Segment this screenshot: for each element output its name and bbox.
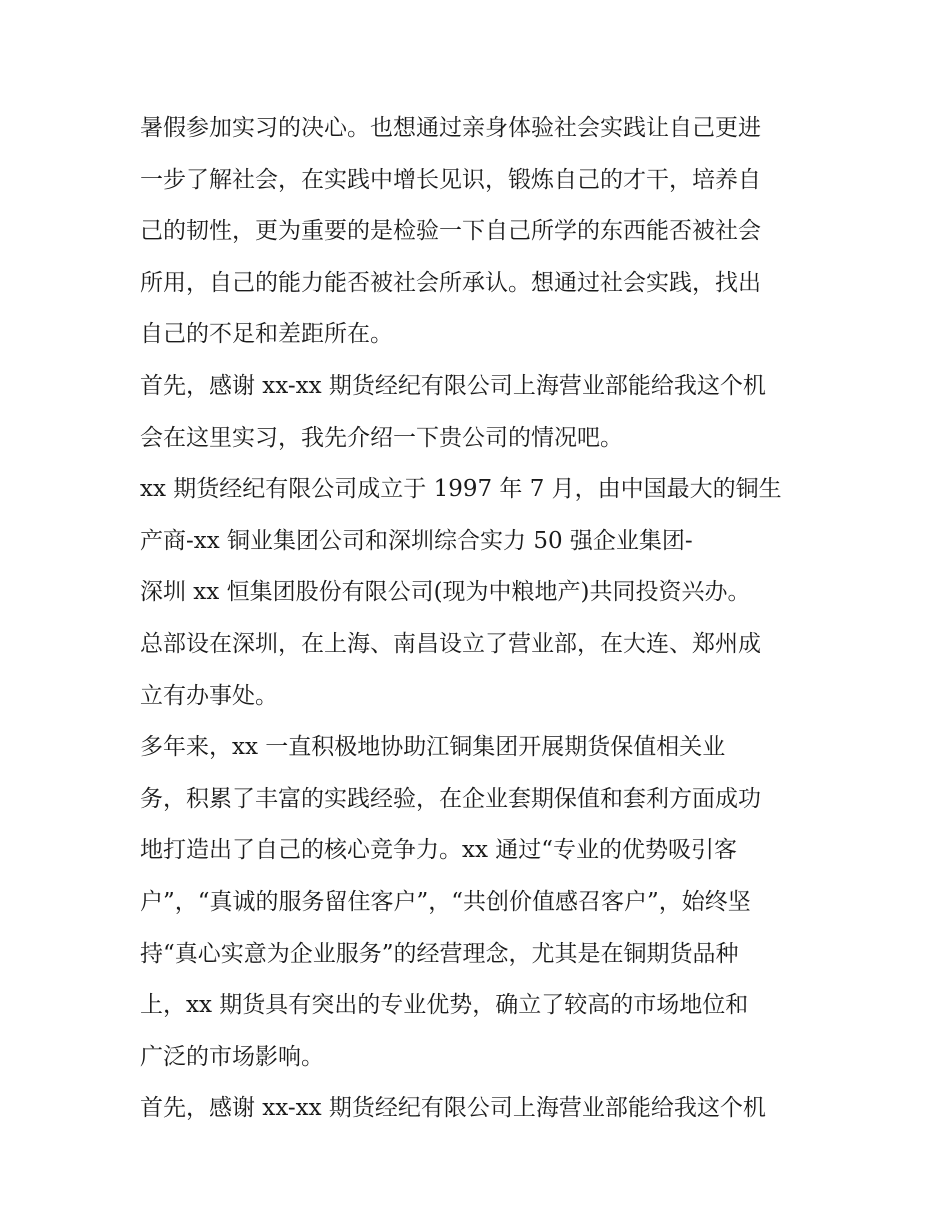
text-line: 广泛的市场影响。 — [140, 1043, 324, 1070]
text-line: 持“真心实意为企业服务”的经营理念，尤其是在铜期货品种 — [140, 940, 739, 967]
document-body — [140, 103, 820, 1135]
text-line: 务，积累了丰富的实践经验，在企业套期保值和套利方面成功 — [140, 785, 761, 812]
text-line: 上，xx 期货具有突出的专业优势，确立了较高的市场地位和 — [140, 992, 749, 1019]
text-line: 所用，自己的能力能否被社会所承认。想通过社会实践，找出 — [140, 269, 761, 296]
text-line: 己的韧性，更为重要的是检验一下自己所学的东西能否被社会 — [140, 218, 761, 245]
text-line: 产商-xx 铜业集团公司和深圳综合实力 50 强企业集团- — [140, 527, 693, 554]
text-line: 一步了解社会，在实践中增长见识，锻炼自己的才干，培养自 — [140, 166, 761, 193]
text-line: 首先，感谢 xx-xx 期货经纪有限公司上海营业部能给我这个机 — [140, 372, 766, 399]
text-line: 地打造出了自己的核心竞争力。xx 通过“专业的优势吸引客 — [140, 837, 738, 864]
text-line: 立有办事处。 — [140, 682, 278, 709]
text-line: xx 期货经纪有限公司成立于 1997 年 7 月，由中国最大的铜生 — [140, 476, 782, 503]
text-line: 自己的不足和差距所在。 — [140, 321, 393, 348]
text-line: 会在这里实习，我先介绍一下贵公司的情况吧。 — [140, 424, 623, 451]
text-line: 深圳 xx 恒集团股份有限公司(现为中粮地产)共同投资兴办。 — [140, 579, 751, 606]
text-line: 首先，感谢 xx-xx 期货经纪有限公司上海营业部能给我这个机 — [140, 1095, 766, 1122]
text-line: 户”，“真诚的服务留住客户”，“共创价值感召客户”，始终坚 — [140, 888, 751, 915]
text-line: 多年来，xx 一直积极地协助江铜集团开展期货保值相关业 — [140, 734, 726, 761]
text-line: 暑假参加实习的决心。也想通过亲身体验社会实践让自己更进 — [140, 115, 761, 141]
text-line: 总部设在深圳，在上海、南昌设立了营业部，在大连、郑州成 — [140, 630, 761, 657]
